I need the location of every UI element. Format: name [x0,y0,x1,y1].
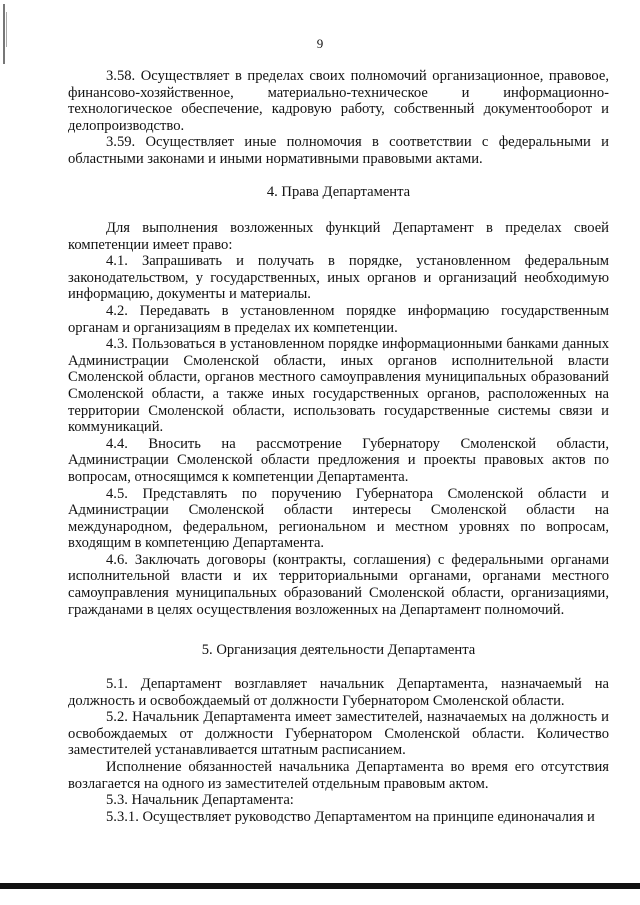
paragraph-5-3: 5.3. Начальник Департамента: [106,792,294,809]
paragraph-3-59: 3.59. Осуществляет иные полномочия в соответствии с федеральными и областными законами и иными нормативными правовыми актами. [68,134,609,167]
section-5-heading: 5. Организация деятельности Департамента [201,642,476,658]
paragraph-4-4: 4.4. Вносить на рассмотрение Губернатору Смоленской области, Администрации Смоленской области предложения и проекты правовых актов по вопросам, относящимся к компетенции Департамента. [68,435,609,485]
paragraph-4-6: 4.6. Заключать договоры (контракты, соглашения) с федеральными органами исполнительной власти и их территориальными органами, органами местного самоуправления муниципальных образований Смоленской области, организациями, гражданами в целях осуществления возложенных на Департамент полномочий. [68,551,609,618]
paragraph-4-5: 4.5. Представлять по поручению Губернатора Смоленской области и Администрации Смоленской области интересы Смоленской области на международном, федеральном, региональном и местном уровнях по вопросам, входящим в компетенцию Департамента. [68,485,609,552]
section-5-body [68,676,609,825]
page-number: 9 [316,36,324,51]
paragraph-5-3-1: 5.3.1. Осуществляет руководство Департаментом на принципе единоначалия и [106,808,595,825]
paragraph-5-2-note: Исполнение обязанностей начальника Департамента во время его отсутствия возлагается на одного из заместителей отдельным правовым актом. [68,758,609,792]
paragraph-3-58: 3.58. Осуществляет в пределах своих полномочий организационное, правовое, финансово-хозяйственное, материально-техническое и информационно-технологическое обеспечение, кадровую работу, собственный документооборот и делопроизводство. [68,68,609,134]
scan-bottom-edge [0,883,640,889]
paragraph-5-2: 5.2. Начальник Департамента имеет заместителей, назначаемых на должность и освобождаемых от должности Губернатором Смоленской области. Количество заместителей устанавливается штатным расписанием. [68,709,609,759]
section-3-continuation [68,68,609,168]
section-4-intro: Для выполнения возложенных функций Департамент в пределах своей компетенции имеет право: [68,220,609,253]
paragraph-5-1: 5.1. Департамент возглавляет начальник Департамента, назначаемый на должность и освобождаемый от должности Губернатором Смоленской области. [68,676,609,709]
paragraph-4-1: 4.1. Запрашивать и получать в порядке, установленном федеральным законодательством, у государственных, иных органов и организаций необходимую информацию, документы и материалы. [68,253,609,303]
scan-edge-mark [3,4,5,64]
section-4-heading: 4. Права Департамента [266,184,411,200]
paragraph-4-3: 4.3. Пользоваться в установленном порядке информационными банками данных Администрации Смоленской области, иных органов исполнительной власти Смоленской области, органов местного самоуправления муниципальных образований Смоленской области, а также иных государственных органов, расположенных на территории Смоленской области, использовать государственные системы связи и коммуникаций. [68,336,609,436]
section-4-body [68,220,609,618]
paragraph-4-2: 4.2. Передавать в установленном порядке информацию государственным органам и организациям в пределах их компетенции. [68,302,609,336]
